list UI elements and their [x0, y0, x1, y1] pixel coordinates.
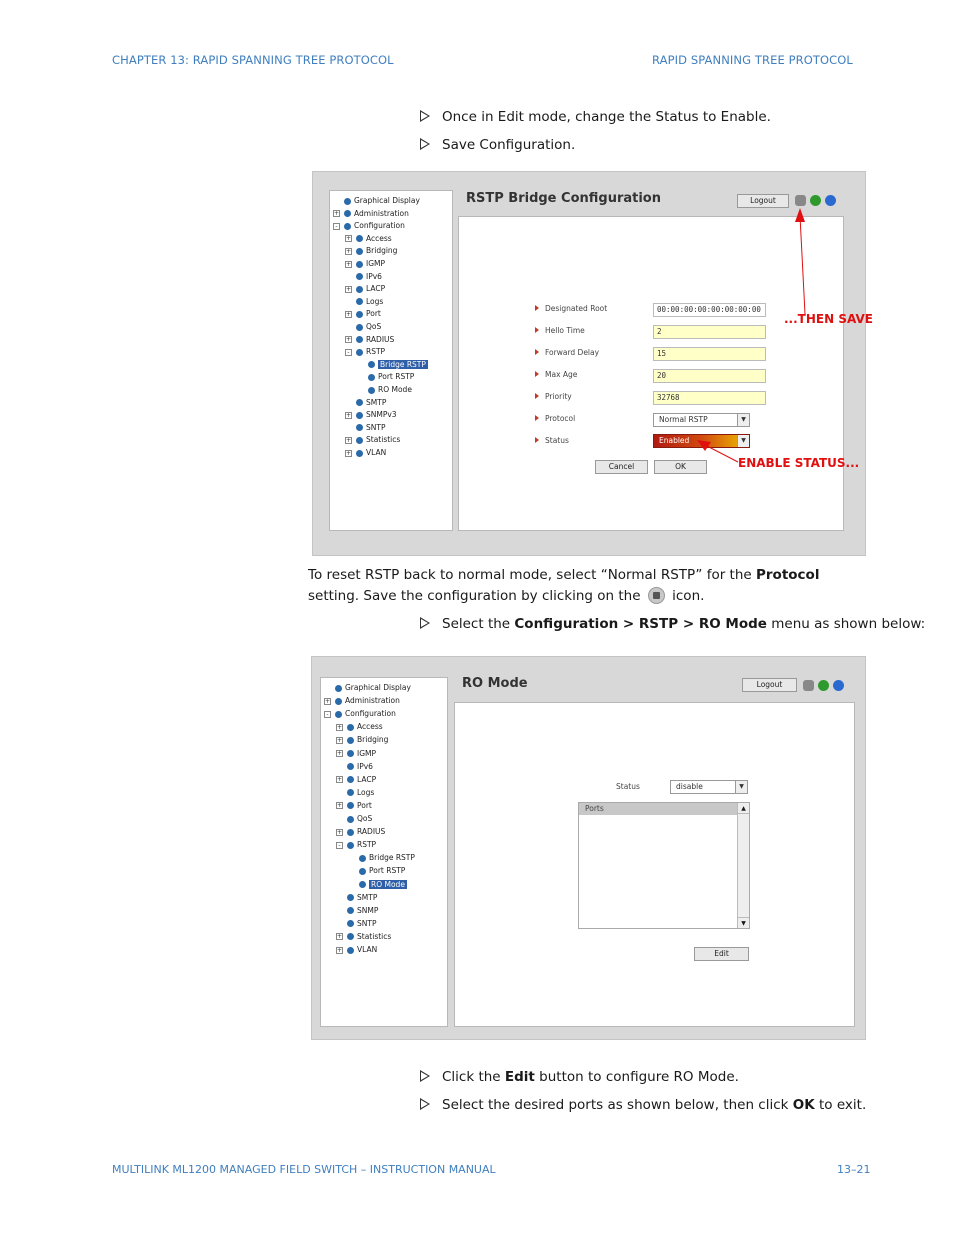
expand-icon[interactable]: +: [346, 247, 352, 255]
tree-item-label: Bridge RSTP: [369, 853, 415, 863]
bullet-icon: [335, 685, 342, 692]
section-header: RAPID SPANNING TREE PROTOCOL: [652, 53, 853, 67]
tree-item-label: RO Mode: [371, 879, 405, 889]
tree-item[interactable]: [348, 879, 407, 891]
tree-item-label: VLAN: [357, 945, 378, 954]
logout-button[interactable]: Logout: [742, 678, 797, 692]
tree-item-label: LACP: [357, 774, 377, 784]
ports-header: Ports: [579, 803, 737, 815]
bullet-icon: [347, 802, 354, 809]
bullet-icon: [347, 763, 354, 770]
help-icon[interactable]: [833, 680, 844, 691]
bullet-icon: [347, 947, 354, 954]
field-label: Hello Time: [535, 326, 585, 335]
tree-item-label: LACP: [366, 284, 386, 294]
tree-item-label: IPv6: [357, 761, 373, 771]
field-input[interactable]: 00:00:00:00:00:00:00:00: [653, 303, 766, 317]
expand-icon[interactable]: +: [325, 697, 331, 705]
collapse-icon[interactable]: -: [345, 349, 352, 356]
bullet-icon: [347, 816, 354, 823]
field-label: Designated Root: [535, 304, 607, 313]
tree-item-label: Bridging: [366, 246, 398, 256]
bullet-icon: [335, 698, 342, 705]
logout-button[interactable]: Logout: [737, 194, 789, 208]
tree-item[interactable]: [336, 905, 378, 917]
bullet-icon: [347, 776, 354, 783]
expand-icon[interactable]: +: [346, 310, 352, 318]
field-label: Priority: [535, 392, 572, 401]
expand-icon[interactable]: +: [346, 411, 352, 419]
annotation-arrows: [313, 172, 867, 557]
bullet-icon: [347, 933, 354, 940]
collapse-icon[interactable]: -: [324, 711, 331, 718]
tree-item[interactable]: [336, 944, 377, 956]
tree-item-label: IGMP: [357, 748, 377, 758]
field-label: Max Age: [535, 370, 577, 379]
step-arrow-icon: [420, 1070, 430, 1082]
tree-item-label: RO Mode: [378, 385, 412, 394]
tree-item-label: Configuration: [354, 221, 405, 231]
tree-item-label: SNTP: [366, 422, 386, 432]
scroll-up-icon[interactable]: ▲: [738, 803, 749, 814]
chevron-down-icon: ▼: [737, 435, 749, 447]
step-arrow-icon: [420, 617, 430, 629]
ports-list[interactable]: [578, 802, 750, 929]
tree-item[interactable]: [336, 839, 376, 851]
collapse-icon[interactable]: -: [333, 223, 340, 230]
bullet-icon: [347, 920, 354, 927]
tree-item[interactable]: [336, 800, 372, 812]
manual-footer: MULTILINK ML1200 MANAGED FIELD SWITCH – INSTRUCTION MANUAL: [112, 1163, 496, 1176]
tree-item-label: Graphical Display: [354, 196, 420, 205]
save-icon[interactable]: [803, 680, 814, 691]
tree-item[interactable]: [336, 774, 376, 786]
protocol-label: Protocol: [535, 414, 575, 423]
collapse-icon[interactable]: -: [336, 842, 343, 849]
bullet-icon: [347, 829, 354, 836]
expand-icon[interactable]: +: [346, 449, 352, 457]
tree-item[interactable]: [336, 918, 376, 930]
status-label: Status: [535, 436, 569, 445]
tree-item-label: QoS: [357, 814, 373, 823]
tree-item-label: Port: [366, 309, 381, 319]
page-title: RO Mode: [462, 676, 528, 691]
expand-icon[interactable]: +: [337, 750, 343, 757]
then-save-annotation: ...THEN SAVE: [784, 312, 873, 326]
tree-item-label: Bridging: [357, 735, 389, 745]
cancel-button[interactable]: Cancel: [595, 460, 648, 474]
tree-item-label: Graphical Display: [345, 683, 411, 692]
step-save-config: Save Configuration.: [420, 137, 575, 153]
tree-item[interactable]: [336, 892, 377, 904]
tree-item[interactable]: [336, 721, 383, 733]
tree-item[interactable]: [348, 865, 405, 877]
tree-item-label: Configuration: [345, 709, 396, 719]
bullet-icon: [347, 789, 354, 796]
field-input[interactable]: 32768: [653, 391, 766, 405]
scroll-down-icon[interactable]: ▼: [738, 917, 749, 928]
tree-item-label: RSTP: [366, 347, 386, 357]
expand-icon[interactable]: +: [346, 336, 352, 344]
status-select[interactable]: Enabled ▼: [653, 434, 750, 448]
bullet-icon: [359, 881, 366, 888]
step-arrow-icon: [420, 138, 430, 150]
tree-item-label: Statistics: [366, 435, 401, 445]
chevron-down-icon: ▼: [735, 781, 747, 793]
field-label: Forward Delay: [535, 348, 599, 357]
step-select-ro-mode: Select the Configuration > RSTP > RO Mode menu as shown below:: [420, 616, 925, 632]
expand-icon[interactable]: +: [337, 828, 343, 836]
tree-item-label: RADIUS: [357, 827, 386, 837]
tree-item-label: Logs: [366, 296, 384, 306]
expand-icon[interactable]: +: [346, 235, 352, 243]
tree-item[interactable]: [336, 787, 374, 799]
bullet-icon: [347, 894, 354, 901]
tree-item[interactable]: [336, 748, 376, 760]
bullet-icon: [335, 711, 342, 718]
field-input[interactable]: 20: [653, 369, 766, 383]
reset-paragraph: To reset RSTP back to normal mode, select “Normal RSTP” for the Protocol setting. Save the configuration by clicking on the icon.: [308, 567, 820, 604]
chevron-down-icon: ▼: [737, 414, 749, 426]
tree-item-label: SNMPv3: [366, 410, 397, 420]
expand-icon[interactable]: +: [337, 776, 343, 784]
scrollbar[interactable]: [737, 803, 749, 928]
tree-item[interactable]: [336, 734, 388, 746]
tree-item-label: Port RSTP: [369, 866, 406, 876]
bullet-icon: [359, 868, 366, 875]
bullet-icon: [347, 750, 354, 757]
tree-item-label: SMTP: [366, 397, 387, 407]
expand-icon[interactable]: +: [337, 933, 343, 941]
expand-icon[interactable]: +: [337, 802, 343, 810]
enable-status-annotation: ENABLE STATUS...: [738, 456, 860, 470]
tree-item[interactable]: [336, 931, 391, 943]
tree-item-label: Bridge RSTP: [380, 359, 426, 369]
tree-item-label: IGMP: [366, 259, 386, 268]
bullet-icon: [359, 855, 366, 862]
status-arrow-line: [705, 445, 738, 462]
tree-item-label: Administration: [354, 208, 409, 218]
tree-item-label: Port: [357, 800, 372, 810]
expand-icon[interactable]: +: [346, 260, 352, 268]
status-arrow-head: [697, 440, 711, 451]
tree-item[interactable]: [324, 682, 411, 694]
status-select[interactable]: disable ▼: [670, 780, 748, 794]
save-arrow-head: [795, 208, 805, 222]
tree-item-label: RADIUS: [366, 334, 395, 344]
edit-button[interactable]: Edit: [694, 947, 749, 961]
tree-item-label: Administration: [345, 696, 400, 706]
expand-icon[interactable]: +: [346, 436, 352, 444]
bullet-icon: [347, 737, 354, 744]
tree-item-label: Logs: [357, 787, 375, 797]
step-click-edit: Click the Edit button to configure RO Mode.: [420, 1069, 739, 1085]
tree-item-label: Port RSTP: [378, 372, 415, 382]
tree-item[interactable]: [324, 708, 396, 720]
tree-item[interactable]: [324, 695, 400, 707]
bullet-icon: [347, 907, 354, 914]
tree-item-label: Statistics: [357, 931, 392, 941]
refresh-icon[interactable]: [818, 680, 829, 691]
expand-icon[interactable]: +: [337, 723, 343, 731]
tree-item-label: SNTP: [357, 918, 377, 928]
expand-icon[interactable]: +: [337, 946, 343, 954]
step-change-status: Once in Edit mode, change the Status to Enable.: [420, 109, 771, 125]
tree-item[interactable]: [348, 852, 415, 864]
step-select-ports: Select the desired ports as shown below, then click OK to exit.: [420, 1097, 866, 1113]
tree-item-label: Access: [357, 722, 383, 732]
tree-item[interactable]: [336, 826, 385, 838]
ro-mode-screenshot: [311, 656, 866, 1040]
bullet-icon: [347, 724, 354, 731]
nav-tree: [320, 677, 448, 1027]
step-arrow-icon: [420, 1098, 430, 1110]
protocol-select[interactable]: Normal RSTP ▼: [653, 413, 750, 427]
page-title: RSTP Bridge Configuration: [466, 191, 661, 206]
tree-item-label: SNMP: [357, 905, 379, 915]
tree-item-label: RSTP: [357, 840, 377, 850]
save-arrow-line: [800, 216, 805, 314]
field-input[interactable]: 2: [653, 325, 766, 339]
tree-item-label: VLAN: [366, 448, 387, 457]
expand-icon[interactable]: +: [337, 736, 343, 744]
tree-item-label: IPv6: [366, 271, 382, 281]
tree-item[interactable]: [336, 761, 373, 773]
chapter-header: CHAPTER 13: RAPID SPANNING TREE PROTOCOL: [112, 53, 394, 67]
tree-item-label: QoS: [366, 322, 382, 331]
tree-item[interactable]: [336, 813, 372, 825]
bullet-icon: [347, 842, 354, 849]
tree-item-label: SMTP: [357, 892, 378, 902]
tree-item-label: Access: [366, 233, 392, 243]
save-icon: [648, 587, 665, 604]
step-arrow-icon: [420, 110, 430, 122]
expand-icon[interactable]: +: [346, 285, 352, 293]
rstp-bridge-screenshot: [312, 171, 873, 556]
page-number: 13–21: [837, 1163, 871, 1176]
field-input[interactable]: 15: [653, 347, 766, 361]
expand-icon[interactable]: +: [334, 210, 340, 218]
status-label: Status: [616, 782, 640, 791]
ok-button[interactable]: OK: [654, 460, 707, 474]
